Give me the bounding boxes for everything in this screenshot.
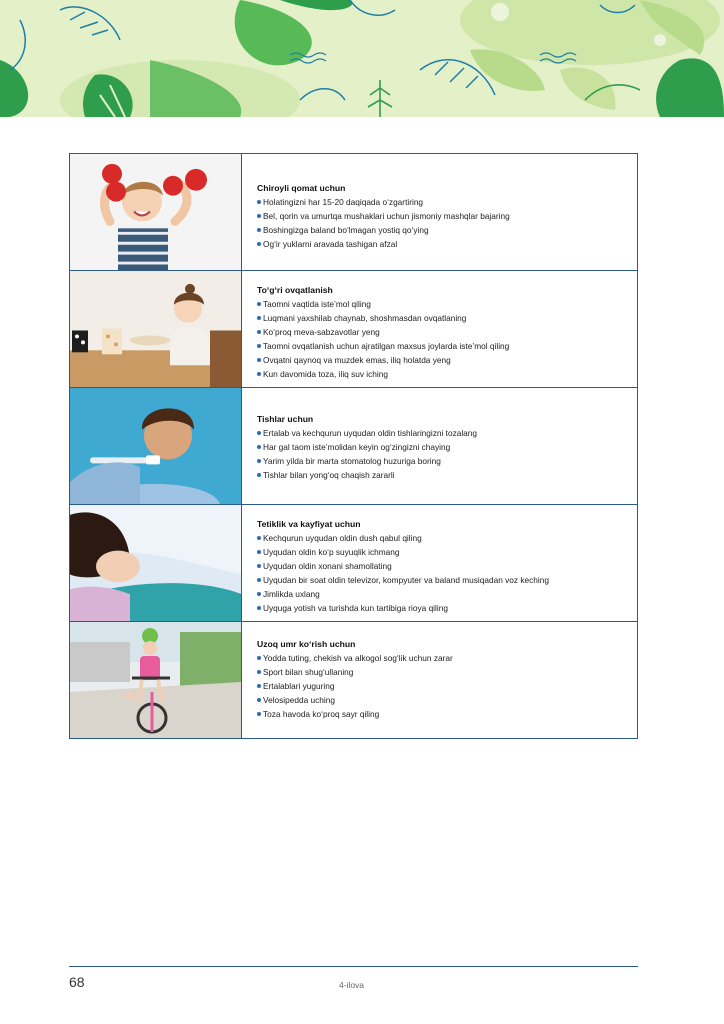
section-title: Uzoq umr ko‘rish uchun <box>257 639 356 649</box>
tip-item: Uyqudan bir soat oldin televizor, kompyuter va baland musiqadan voz keching <box>257 573 631 587</box>
tip-item: Luqmani yaxshilab chaynab, shoshmasdan ovqatlaning <box>257 311 631 325</box>
section-title: Tishlar uchun <box>257 414 314 424</box>
health-tips-table <box>69 153 638 739</box>
tip-item: Uyqudan oldin xonani shamollating <box>257 559 631 573</box>
bullet-icon <box>257 712 261 716</box>
leaf-pattern-illustration <box>0 0 724 117</box>
tip-item: Kun davomida toza, iliq suv iching <box>257 367 631 381</box>
tip-row-teeth <box>70 388 637 505</box>
tip-row-longevity <box>70 622 637 738</box>
tip-text-longevity <box>257 637 631 721</box>
footer-divider <box>69 966 638 967</box>
tip-item: Boshingizga baland bo‘lmagan yostiq qo‘ying <box>257 223 631 237</box>
tip-text-vitality <box>257 517 631 615</box>
section-title: Chiroyli qomat uchun <box>257 183 346 193</box>
tip-item: Ertalab va kechqurun uyqudan oldin tishlaringizni tozalang <box>257 426 631 440</box>
tip-item: Bel, qorin va umurtqa mushaklari uchun jismoniy mashqlar bajaring <box>257 209 631 223</box>
photo-girl-bicycle <box>70 622 242 738</box>
tip-item: Uyqudan oldin ko‘p suyuqlik ichmang <box>257 545 631 559</box>
bullet-icon <box>257 330 261 334</box>
decorative-leaf-banner <box>0 0 724 117</box>
tip-item: Yodda tuting, chekish va alkogol sog‘lik uchun zarar <box>257 651 631 665</box>
section-title: Tetiklik va kayfiyat uchun <box>257 519 361 529</box>
bullet-icon <box>257 578 261 582</box>
bullet-icon <box>257 445 261 449</box>
bullet-icon <box>257 431 261 435</box>
tip-item: Ovqatni qaynoq va muzdek emas, iliq holatda yeng <box>257 353 631 367</box>
section-title: To‘g‘ri ovqatlanish <box>257 285 333 295</box>
bullet-icon <box>257 372 261 376</box>
tip-item: Kechqurun uyqudan oldin dush qabul qiling <box>257 531 631 545</box>
tip-item: Holatingizni har 15-20 daqiqada o‘zgartiring <box>257 195 631 209</box>
bullet-icon <box>257 358 261 362</box>
bullet-icon <box>257 536 261 540</box>
tip-item: Tishlar bilan yong‘oq chaqish zararli <box>257 468 631 482</box>
bullet-icon <box>257 670 261 674</box>
bullet-icon <box>257 564 261 568</box>
photo-boy-brushing-teeth <box>70 388 242 504</box>
bullet-icon <box>257 684 261 688</box>
bullet-icon <box>257 200 261 204</box>
tip-item: Toza havoda ko‘proq sayr qiling <box>257 707 631 721</box>
bullet-icon <box>257 214 261 218</box>
tip-text-teeth <box>257 412 631 482</box>
tip-item: Jimlikda uxlang <box>257 587 631 601</box>
photo-girl-sleeping <box>70 505 242 621</box>
bullet-icon <box>257 242 261 246</box>
tip-item: Sport bilan shug‘ullaning <box>257 665 631 679</box>
bullet-icon <box>257 459 261 463</box>
bullet-icon <box>257 316 261 320</box>
tip-item: Taomni vaqtida iste’mol qiling <box>257 297 631 311</box>
tip-row-nutrition <box>70 271 637 388</box>
photo-child-dumbbells <box>70 154 242 270</box>
bullet-icon <box>257 606 261 610</box>
photo-child-eating <box>70 271 242 387</box>
tip-item: Har gal taom iste’molidan keyin og‘zingizni chaying <box>257 440 631 454</box>
tip-text-posture <box>257 181 631 251</box>
bullet-icon <box>257 550 261 554</box>
tip-item: Taomni ovqatlanish uchun ajratilgan maxsus joylarda iste’mol qiling <box>257 339 631 353</box>
tip-row-vitality <box>70 505 637 622</box>
tip-item: Uyquga yotish va turishda kun tartibiga rioya qiling <box>257 601 631 615</box>
bullet-icon <box>257 698 261 702</box>
tip-item: Ertalablari yuguring <box>257 679 631 693</box>
tip-item: Ko‘proq meva-sabzavotlar yeng <box>257 325 631 339</box>
bullet-icon <box>257 344 261 348</box>
page-number: 68 <box>69 974 85 990</box>
tip-text-nutrition <box>257 283 631 381</box>
bullet-icon <box>257 473 261 477</box>
tip-row-posture <box>70 154 637 271</box>
tip-item: Og‘ir yuklarni aravada tashigan afzal <box>257 237 631 251</box>
bullet-icon <box>257 656 261 660</box>
bullet-icon <box>257 592 261 596</box>
bullet-icon <box>257 228 261 232</box>
appendix-label: 4-ilova <box>339 980 365 990</box>
bullet-icon <box>257 302 261 306</box>
tip-item: Velosipedda uching <box>257 693 631 707</box>
tip-item: Yarim yilda bir marta stomatolog huzuriga boring <box>257 454 631 468</box>
